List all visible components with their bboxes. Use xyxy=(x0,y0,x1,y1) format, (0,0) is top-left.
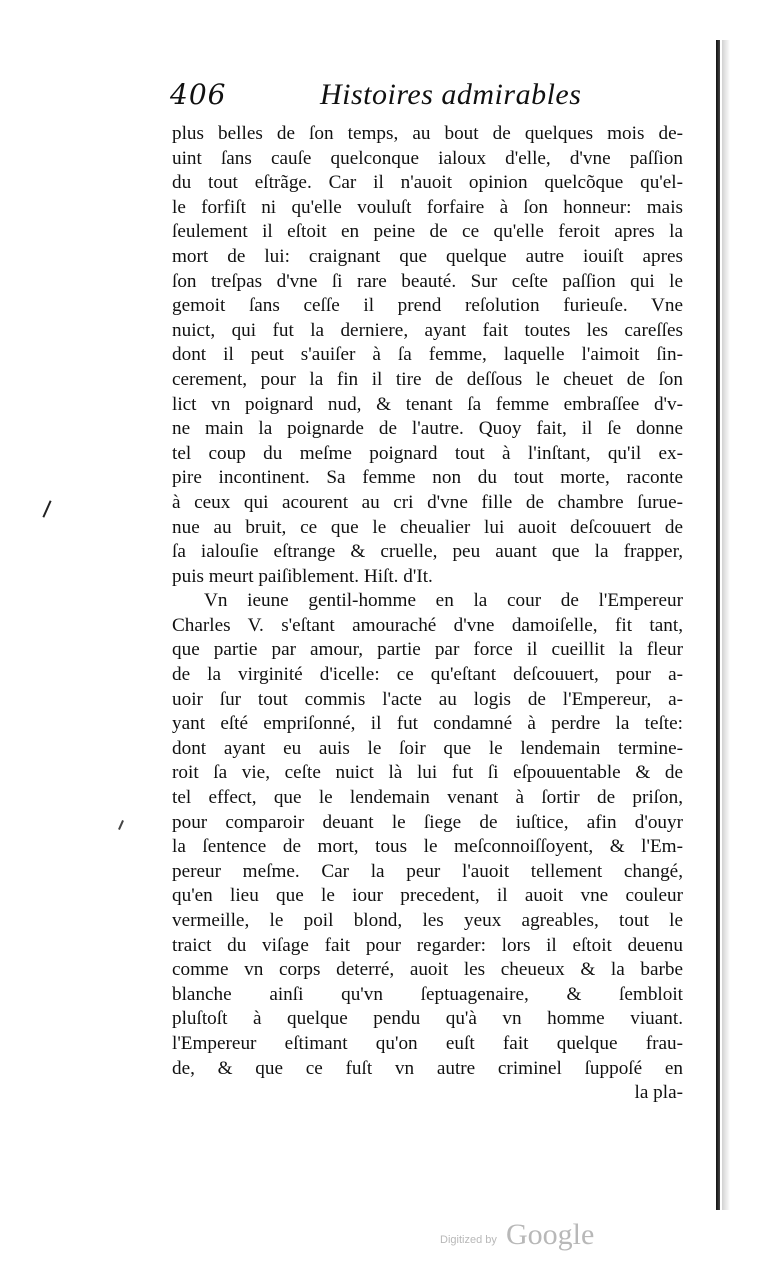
text-line: cerement, pour la fin il tire de deſſous le cheuet de ſon xyxy=(172,368,683,390)
text-line: qu'en lieu que le iour precedent, il auoit vne couleur xyxy=(172,885,683,907)
text-line: ne main la poignarde de l'autre. Quoy fait, il ſe donne xyxy=(172,418,683,440)
text-line: comme vn corps deterré, auoit les cheueux & la barbe xyxy=(172,959,683,981)
text-line: l'Empereur eſtimant qu'on euſt fait quelque frau- xyxy=(172,1032,683,1054)
text-line: vermeille, le poil blond, les yeux agreables, tout le xyxy=(172,910,683,931)
margin-ink-mark xyxy=(118,820,124,830)
text-line: plus belles de ſon temps, au bout de quelques mois de- xyxy=(172,123,683,144)
text-line: lict vn poignard nud, & tenant ſa femme embraſſee d'v- xyxy=(172,393,683,415)
page-gutter-shadow xyxy=(722,40,730,1210)
text-line: ſon treſpas d'vne ſi rare beauté. Sur ceſte paſſion qui le xyxy=(172,270,683,292)
page-header xyxy=(170,78,690,122)
text-line: ſeulement il eſtoit en peine de ce qu'elle feroit apres la xyxy=(172,221,683,243)
running-title: Histoires admirables xyxy=(320,78,582,111)
catchword: la pla- xyxy=(634,1082,683,1104)
text-line: du tout eſtrãge. Car il n'auoit opinion quelcõque qu'el- xyxy=(172,172,683,194)
text-line: dont ayant eu auis le ſoir que le lendemain termine- xyxy=(172,737,683,759)
text-line: Charles V. s'eſtant amouraché d'vne damoiſelle, fit tant, xyxy=(172,614,683,636)
page-number: 406 xyxy=(170,78,227,111)
text-line: tel coup du meſme poignard tout à l'inſtant, qu'il ex- xyxy=(172,442,683,464)
text-line: puis meurt paiſiblement. Hiſt. d'It. xyxy=(172,565,433,587)
body-text xyxy=(172,122,683,1106)
text-line: que partie par amour, partie par force il cueillit la fleur xyxy=(172,639,683,661)
text-line: pluſtoſt à quelque pendu qu'à vn homme viuant. xyxy=(172,1008,683,1030)
google-logo: Google xyxy=(506,1218,595,1251)
text-line: de, & que ce fuſt vn autre criminel ſuppoſé en xyxy=(172,1057,683,1079)
text-line: dont il peut s'auiſer à ſa femme, laquelle l'aimoit ſin- xyxy=(172,344,683,366)
text-line: Vn ieune gentil-homme en la cour de l'Empereur xyxy=(204,590,683,612)
text-line: uoir ſur tout commis l'acte au logis de l'Empereur, a- xyxy=(172,688,683,710)
watermark-caption: Digitized by xyxy=(440,1234,497,1246)
text-line: blanche ainſi qu'vn ſeptuagenaire, & ſembloit xyxy=(172,983,683,1005)
text-line: pire incontinent. Sa femme non du tout morte, raconte xyxy=(172,467,683,489)
text-line: yant eſté empriſonné, il fut condamné à perdre la teſte: xyxy=(172,713,683,735)
text-line: nue au bruit, ce que le cheualier lui auoit deſcouuert de xyxy=(172,516,683,538)
text-line: de la virginité d'icelle: ce qu'eſtant deſcouuert, pour a- xyxy=(172,664,683,686)
page-gutter-edge xyxy=(716,40,720,1210)
text-line: pereur meſme. Car la peur l'auoit tellement changé, xyxy=(172,860,683,882)
text-line: le forfiſt ni qu'elle vouluſt forfaire à ſon honneur: mais xyxy=(172,196,683,218)
text-line: nuict, qui fut la derniere, ayant fait toutes les careſſes xyxy=(172,319,683,341)
text-line: tel effect, que le lendemain venant à ſortir de priſon, xyxy=(172,787,683,809)
text-line: roit ſa vie, ceſte nuict là lui fut ſi eſpouuentable & de xyxy=(172,762,683,784)
text-line: gemoit ſans ceſſe il prend reſolution furieuſe. Vne xyxy=(172,295,683,317)
text-line: à ceux qui acourent au cri d'vne fille de chambre ſurue- xyxy=(172,491,683,513)
text-line: pour comparoir deuant le ſiege de iuſtice, afin d'ouyr xyxy=(172,811,683,833)
text-line: traict du viſage fait pour regarder: lors il eſtoit deuenu xyxy=(172,934,683,956)
margin-ink-mark xyxy=(42,500,51,517)
text-line: mort de lui: craignant que quelque autre iouiſt apres xyxy=(172,245,683,267)
text-line: ſa ialouſie eſtrange & cruelle, peu auant que la frapper, xyxy=(172,541,683,563)
text-line: la ſentence de mort, tous le meſconnoiſſoyent, & l'Em- xyxy=(172,836,683,858)
text-line: uint ſans cauſe quelconque ialoux d'elle, d'vne paſſion xyxy=(172,147,683,169)
